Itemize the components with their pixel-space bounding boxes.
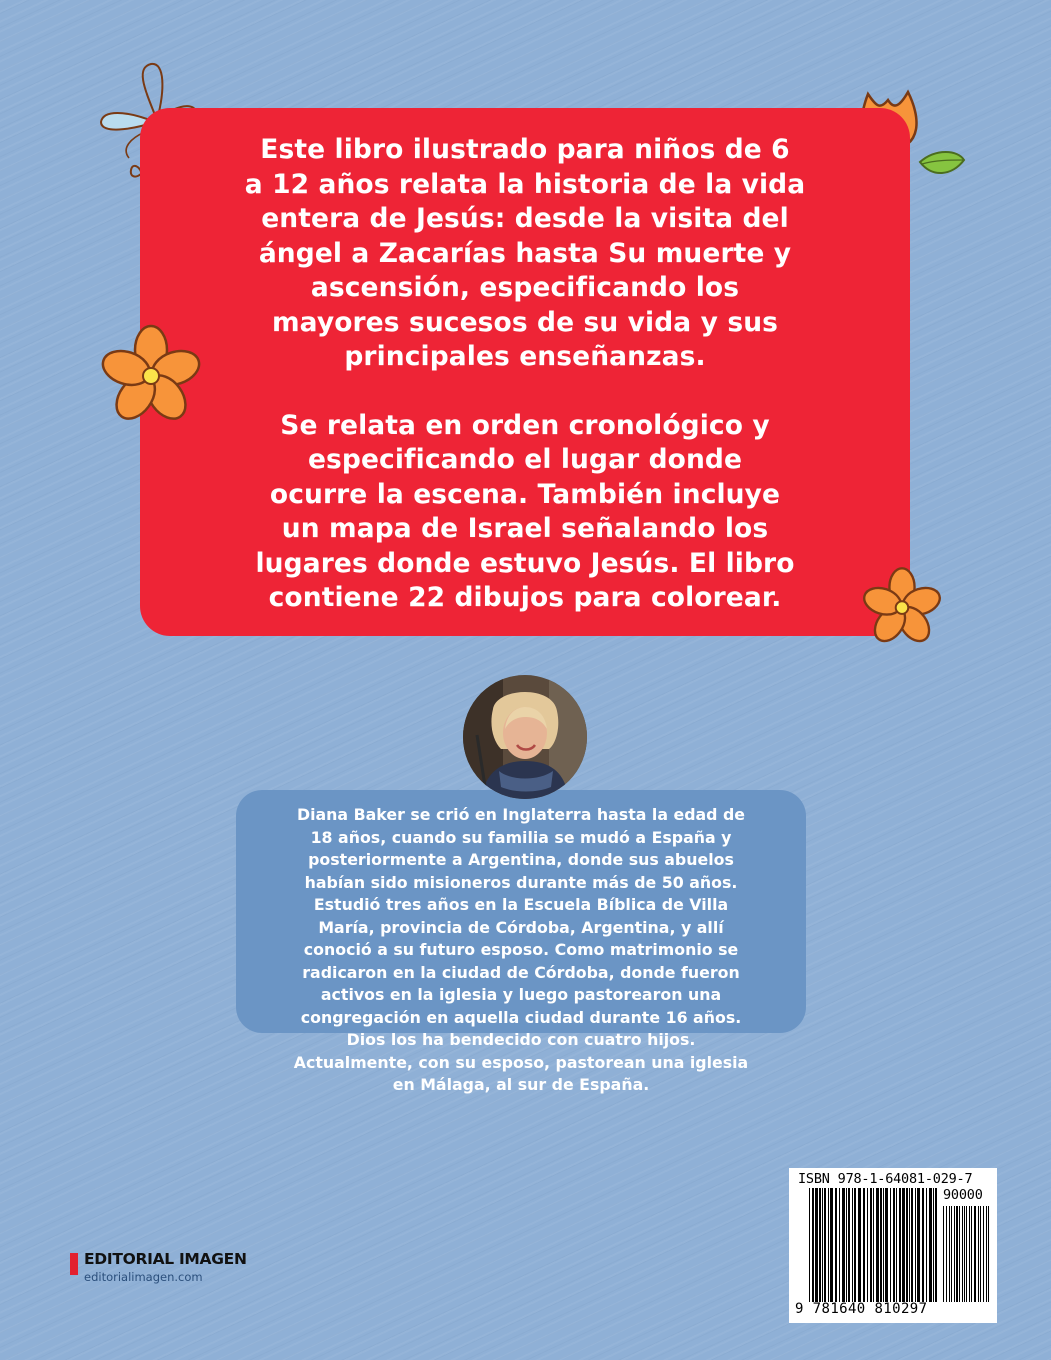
barcode-bar xyxy=(822,1188,823,1302)
barcode-bar xyxy=(911,1188,913,1302)
bio-line: Actualmente, con su esposo, pastorean una iglesia xyxy=(293,1052,749,1072)
description-line: ascensión, especificando los xyxy=(310,272,740,303)
description-paragraph-2 xyxy=(140,409,910,616)
barcode-addon-bars xyxy=(943,1206,991,1302)
barcode-bar xyxy=(959,1206,960,1302)
barcode-bar xyxy=(883,1188,884,1302)
barcode-bar xyxy=(876,1188,879,1302)
bio-line: María, provincia de Córdoba, Argentina, y allí xyxy=(318,917,724,937)
barcode-bar xyxy=(978,1206,979,1302)
barcode-bar xyxy=(899,1188,901,1302)
barcode-bar xyxy=(839,1188,840,1302)
barcode-bar xyxy=(880,1188,882,1302)
barcode-bar xyxy=(828,1188,829,1302)
barcode-bar xyxy=(926,1188,927,1302)
author-photo xyxy=(463,675,587,799)
bio-line: activos en la iglesia y luego pastorearon una xyxy=(320,985,722,1004)
barcode-bar xyxy=(915,1188,916,1302)
description-line: entera de Jesús: desde la visita del xyxy=(261,203,789,234)
barcode-bar xyxy=(893,1188,895,1302)
barcode-bar xyxy=(873,1188,874,1302)
barcode-bar xyxy=(974,1206,976,1302)
description-line: principales enseñanzas. xyxy=(344,341,706,372)
barcode-bar xyxy=(852,1188,853,1302)
publisher-name: EDITORIAL IMAGEN xyxy=(84,1250,247,1268)
barcode-bar xyxy=(909,1188,910,1302)
barcode-bar xyxy=(812,1188,814,1302)
bio-line: conoció a su futuro esposo. Como matrimonio se xyxy=(303,940,739,959)
barcode-bars xyxy=(809,1188,937,1302)
barcode-bar xyxy=(949,1206,950,1302)
barcode-bar xyxy=(964,1206,965,1302)
barcode-bar xyxy=(951,1206,952,1302)
barcode-bar xyxy=(933,1188,934,1302)
barcode-bar xyxy=(848,1188,850,1302)
barcode-bar xyxy=(902,1188,905,1302)
barcode-bar xyxy=(962,1206,963,1302)
barcode-bar xyxy=(929,1188,932,1302)
barcode-bar xyxy=(870,1188,872,1302)
bio-line: posteriormente a Argentina, donde sus abuelos xyxy=(308,850,734,869)
barcode-bar xyxy=(966,1206,967,1302)
barcode-bar xyxy=(890,1188,891,1302)
barcode-bar xyxy=(986,1206,987,1302)
barcode-bar xyxy=(980,1206,981,1302)
author-portrait-icon xyxy=(463,675,587,799)
barcode-bar xyxy=(846,1188,847,1302)
barcode-bar xyxy=(906,1188,908,1302)
barcode-bar xyxy=(946,1206,947,1302)
barcode-bar xyxy=(969,1206,970,1302)
barcode-bar xyxy=(815,1188,818,1302)
bio-line: en Málaga, al sur de España. xyxy=(392,1075,650,1094)
bookmark-icon xyxy=(70,1253,78,1275)
bio-line: 18 años, cuando su familia se mudó a España y xyxy=(310,827,732,847)
description-line: mayores sucesos de su vida y sus xyxy=(271,306,779,338)
barcode-bar xyxy=(824,1188,826,1302)
description-paragraph-1 xyxy=(140,133,910,375)
barcode-bar xyxy=(983,1206,984,1302)
barcode-bar xyxy=(935,1188,937,1302)
barcode-bar xyxy=(917,1188,920,1302)
barcode-bar xyxy=(943,1206,944,1302)
publisher-url: editorialimagen.com xyxy=(84,1270,203,1284)
author-bio xyxy=(246,804,796,1097)
barcode-bar xyxy=(954,1206,955,1302)
barcode-bar xyxy=(863,1188,865,1302)
description-line: Se relata en orden cronológico y xyxy=(280,409,770,441)
bio-line: congregación en aquella ciudad durante 16 años. xyxy=(300,1007,742,1027)
description-line: contiene 22 dibujos para colorear. xyxy=(268,582,782,613)
barcode-bar xyxy=(971,1206,972,1302)
barcode-bar xyxy=(809,1188,810,1302)
barcode-bar xyxy=(896,1188,897,1302)
barcode-bar xyxy=(842,1188,845,1302)
isbn-barcode xyxy=(789,1168,997,1323)
book-description xyxy=(140,133,910,616)
barcode-bar xyxy=(830,1188,833,1302)
description-line: Este libro ilustrado para niños de 6 xyxy=(260,134,790,165)
barcode-bar xyxy=(858,1188,861,1302)
price-code: 90000 xyxy=(943,1187,983,1203)
bio-line: Dios los ha bendecido con cuatro hijos. xyxy=(346,1030,696,1049)
barcode-bar xyxy=(885,1188,888,1302)
bio-line: radicaron en la ciudad de Córdoba, donde fueron xyxy=(302,962,740,982)
description-line: lugares donde estuvo Jesús. El libro xyxy=(255,547,795,579)
ean-digits: 9 781640 810297 xyxy=(795,1301,928,1317)
bio-line: Estudió tres años en la Escuela Bíblica de Villa xyxy=(313,895,729,914)
description-line: un mapa de Israel señalando los xyxy=(281,513,769,544)
description-line: a 12 años relata la historia de la vida xyxy=(244,168,806,200)
description-line: especificando el lugar donde xyxy=(307,444,743,475)
description-line: ocurre la escena. También incluye xyxy=(269,478,781,510)
barcode-bar xyxy=(867,1188,868,1302)
barcode-bar xyxy=(922,1188,924,1302)
bio-line: Diana Baker se crió en Inglaterra hasta la edad de xyxy=(297,805,745,824)
barcode-bar xyxy=(988,1206,989,1302)
isbn-number: ISBN 978-1-64081-029-7 xyxy=(798,1171,973,1187)
barcode-bar xyxy=(956,1206,958,1302)
barcode-bar xyxy=(835,1188,837,1302)
barcode-bar xyxy=(819,1188,821,1302)
barcode-bar xyxy=(854,1188,856,1302)
description-line: ángel a Zacarías hasta Su muerte y xyxy=(258,237,792,269)
bio-line: habían sido misioneros durante más de 50 años. xyxy=(304,872,738,892)
